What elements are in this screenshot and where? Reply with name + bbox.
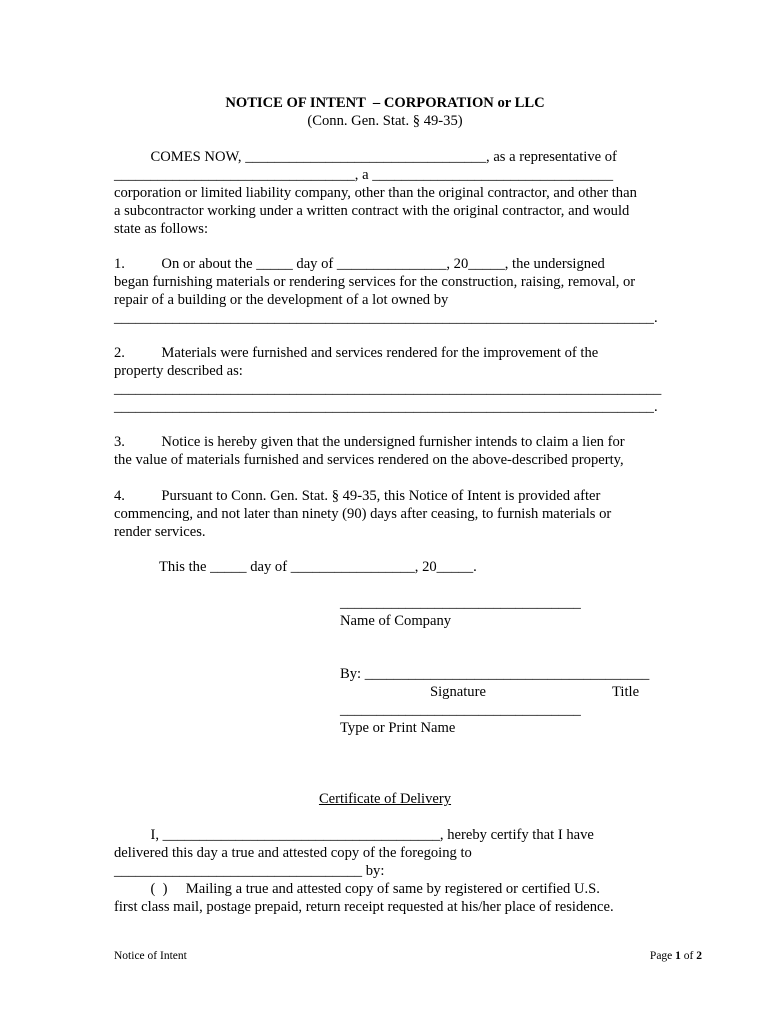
intro-line: COMES NOW, _________________________________, as a representative of (114, 149, 617, 165)
intro-line: corporation or limited liability company, other than the original contractor, and other than (114, 185, 637, 201)
page-prefix: Page (649, 950, 676, 962)
print-name-label: Type or Print Name (340, 720, 456, 736)
document-subtitle: (Conn. Gen. Stat. § 49-35) (307, 113, 463, 129)
paragraph-line: began furnishing materials or rendering services for the construction, raising, removal, or (114, 274, 636, 290)
date-line: This the _____ day of _________________, 20_____. (159, 559, 477, 575)
title-label: Title (612, 684, 640, 700)
paragraph-line: repair of a building or the development of a lot owned by (114, 292, 449, 308)
certificate-heading: Certificate of Delivery (318, 791, 452, 807)
paragraph-line: property described as: (114, 363, 243, 379)
intro-line: state as follows: (114, 221, 209, 237)
paragraph-line: 4. Pursuant to Conn. Gen. Stat. § 49-35, this Notice of Intent is provided after (114, 488, 601, 504)
footer-document-name: Notice of Intent (114, 950, 187, 962)
certificate-line: I, ______________________________________, hereby certify that I have (114, 827, 594, 843)
paragraph-line: __________________________________________________________________________. (114, 399, 658, 415)
paragraph-line: commencing, and not later than ninety (90) days after ceasing, to furnish materials or (114, 506, 612, 522)
paragraph-line: 2. Materials were furnished and services rendered for the improvement of the (114, 345, 599, 361)
document-title: NOTICE OF INTENT – CORPORATION or LLC (225, 95, 545, 111)
company-name-label: Name of Company (340, 613, 452, 629)
signature-line: By: _______________________________________ (340, 666, 650, 682)
signature-label: Signature (430, 684, 486, 700)
paragraph-line: ___________________________________________________________________________ (114, 381, 662, 397)
paragraph-line: render services. (114, 524, 206, 540)
paragraph-line: 3. Notice is hereby given that the undersigned furnisher intends to claim a lien for (114, 434, 625, 450)
certificate-line: first class mail, postage prepaid, return receipt requested at his/her place of residence. (114, 899, 614, 915)
company-name-line: _________________________________ (340, 595, 581, 611)
print-name-line: _________________________________ (340, 702, 581, 718)
page-of: of (680, 950, 697, 962)
certificate-line: delivered this day a true and attested copy of the foregoing to (114, 845, 472, 861)
footer-page-number (650, 949, 702, 963)
intro-line: _________________________________, a _________________________________ (114, 167, 614, 183)
paragraph-line: __________________________________________________________________________. (114, 310, 658, 326)
certificate-line: ( ) Mailing a true and attested copy of same by registered or certified U.S. (114, 881, 600, 897)
certificate-line: __________________________________ by: (114, 863, 385, 879)
paragraph-line: 1. On or about the _____ day of _______________, 20_____, the undersigned (114, 256, 605, 272)
intro-line: a subcontractor working under a written contract with the original contractor, and would (114, 203, 630, 219)
page-current: 1 (675, 950, 681, 962)
paragraph-line: the value of materials furnished and services rendered on the above-described property, (114, 452, 624, 468)
page-total: 2 (696, 950, 702, 962)
